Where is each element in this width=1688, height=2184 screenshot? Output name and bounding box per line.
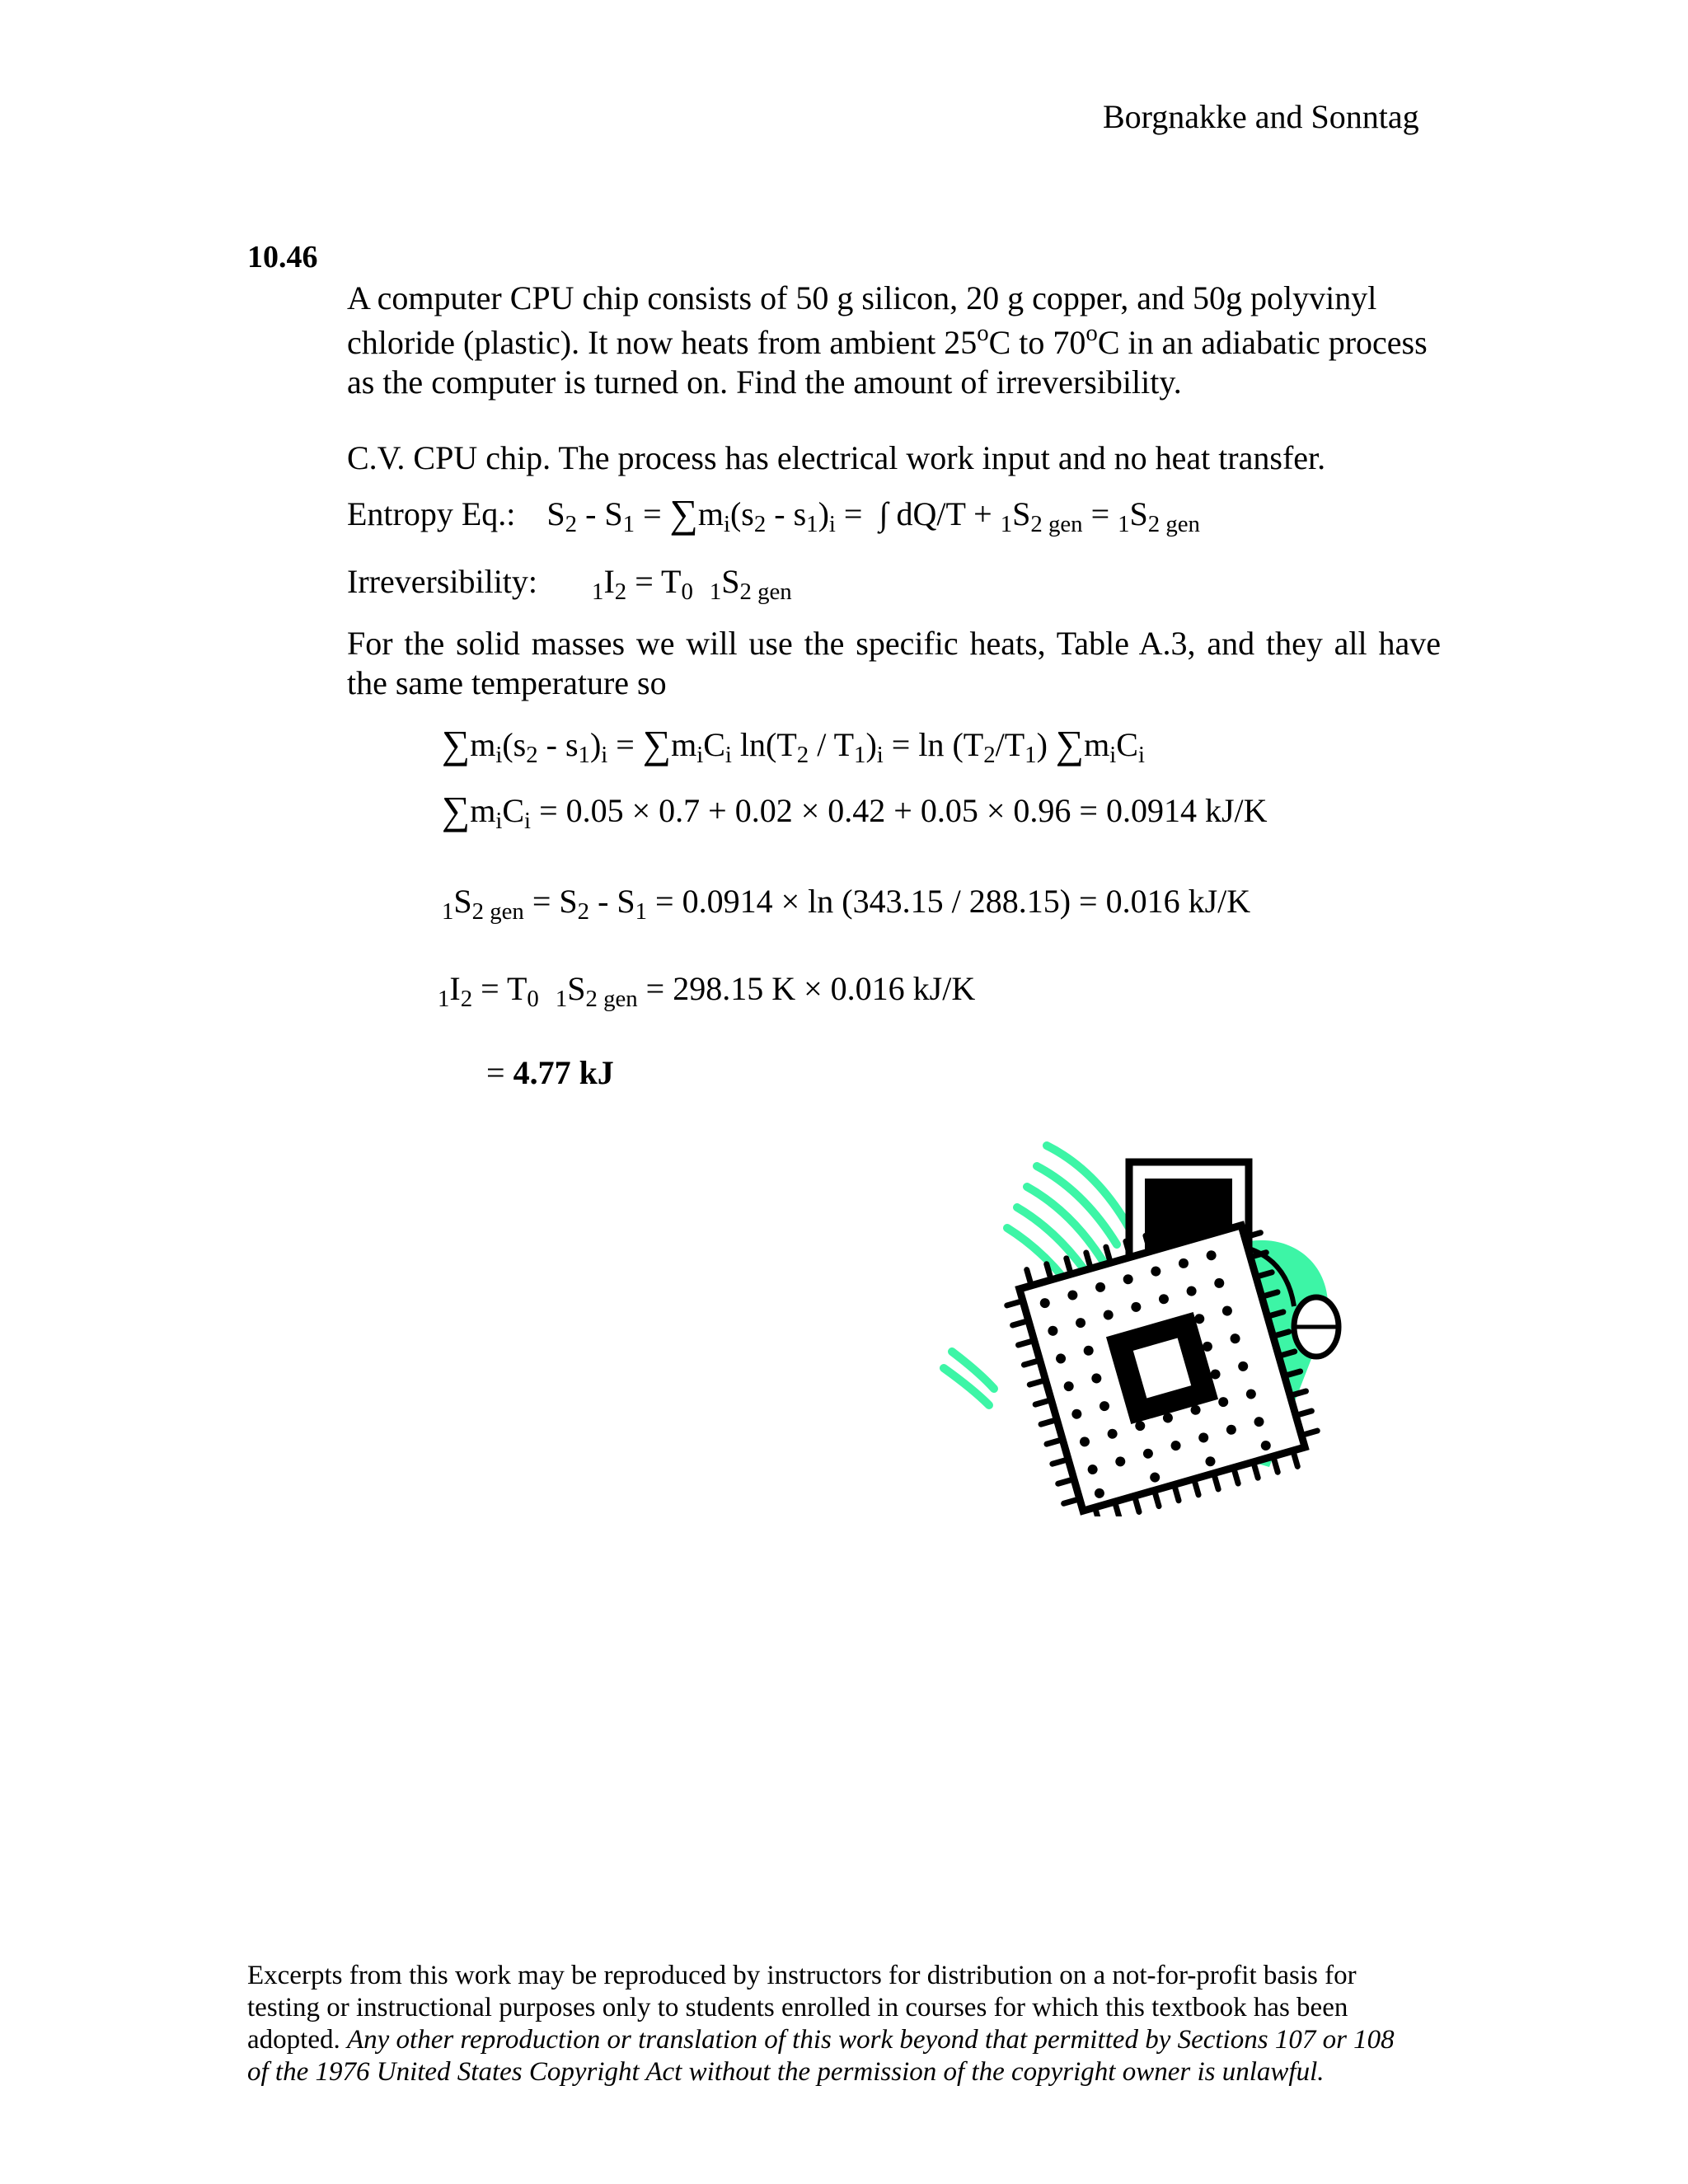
irreversibility-label: Irreversibility:: [347, 563, 538, 600]
running-header: Borgnakke and Sonntag: [1103, 98, 1419, 135]
entropy-sum-equation: $\sum m_i(s_2 - s_1)_i = \sum m_iC_i$ $\ln(T_2 / T_1)_i = \ln (T_2/T_1)$ $\sum m_iC_i$: [442, 723, 1145, 769]
copyright-footer-line-4: of the 1976 United States Copyright Act without the permission of the copyright owner is unlawful.: [247, 2057, 1325, 2087]
copyright-footer-line-1: Excerpts from this work may be reproduced by instructors for distribution on a not-for-profit basis for: [247, 1961, 1357, 1990]
entropy-equation-line: Entropy Eq.: $S_2 - S_1 = \sum m_i(s_2 - s_1)_i$ = ∫ $dQ/T + _1S_{2 gen} = _1S_{2 gen}$: [347, 492, 1200, 538]
entropy-label: Entropy Eq.:: [347, 495, 516, 532]
problem-number: 10.46: [247, 240, 318, 274]
final-result: = 4.77 kJ: [486, 1054, 614, 1091]
copyright-footer-line-3: adopted. Any other reproduction or translation of this work beyond that permitted by Sections 107 or 108: [247, 2025, 1395, 2055]
irreversibility-line: Irreversibility: $_1I_2 = T_0$ $_1S_{2 gen}$: [347, 563, 792, 606]
solid-masses-line-1: For the solid masses we will use the specific heats, Table A.3, and they all have: [347, 625, 1441, 662]
entropy-generation-equation: $_1S_{2 gen} = S_2 - S_1 = 0.0914 \times \ln (343.15 / 288.15) = 0.016$ kJ/K: [442, 883, 1251, 926]
solid-masses-line-2: the same temperature so: [347, 664, 667, 701]
control-volume-line: C.V. CPU chip. The process has electrical work input and no heat transfer.: [347, 439, 1326, 476]
problem-statement-line-2: chloride (plastic). It now heats from ambient 25$^o$C to 70$^o$C in an adiabatic process: [347, 320, 1428, 361]
problem-statement-line-1: A computer CPU chip consists of 50 g silicon, 20 g copper, and 50g polyvinyl: [347, 279, 1377, 316]
cpu-chip-clipart-icon: [940, 1121, 1368, 1516]
problem-statement-line-3: as the computer is turned on. Find the amount of irreversibility.: [347, 363, 1182, 401]
copyright-footer-line-2: testing or instructional purposes only to students enrolled in courses for which this textbook has been: [247, 1993, 1348, 2022]
irreversibility-equation: $_1I_2 = T_0$ $_1S_{2 gen} = 298.15$ K × 0.016 kJ/K: [438, 970, 976, 1013]
heat-capacity-sum: $\sum m_iC_i = 0.05 \times 0.7 + 0.02 \times 0.42 + 0.05 \times 0.96 = 0.0914$ kJ/K: [442, 789, 1268, 835]
